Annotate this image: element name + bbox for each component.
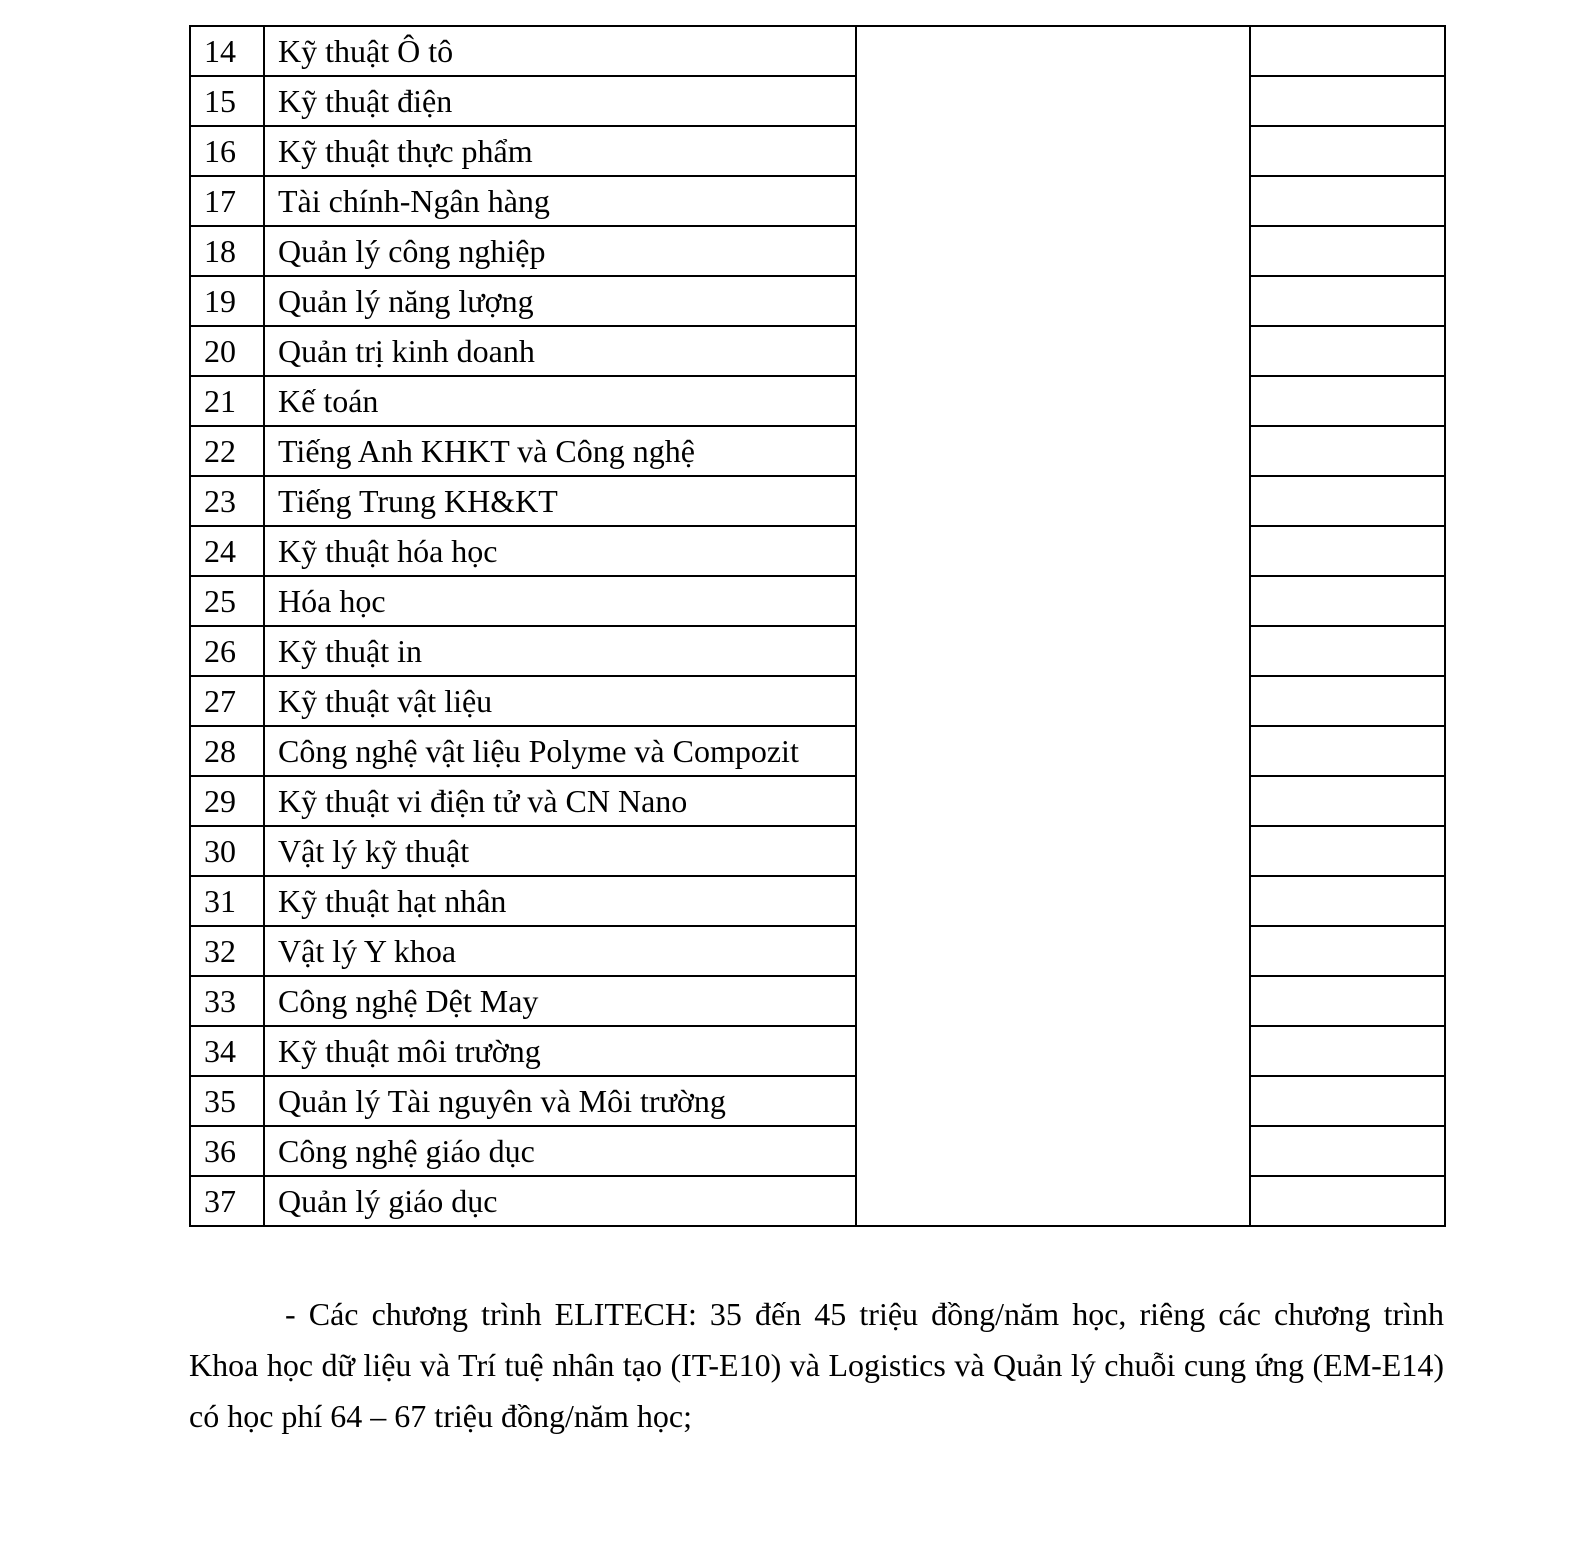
row-empty-cell [1250, 926, 1445, 976]
row-number: 27 [190, 676, 264, 726]
program-name: Quản lý giáo dục [264, 1176, 856, 1226]
row-number: 30 [190, 826, 264, 876]
row-number: 15 [190, 76, 264, 126]
table-row [190, 1126, 1445, 1176]
program-name: Công nghệ vật liệu Polyme và Compozit [264, 726, 856, 776]
program-name: Vật lý kỹ thuật [264, 826, 856, 876]
program-name: Hóa học [264, 576, 856, 626]
row-empty-cell [1250, 326, 1445, 376]
table-row [190, 276, 1445, 326]
row-number: 20 [190, 326, 264, 376]
row-empty-cell [1250, 476, 1445, 526]
row-number: 17 [190, 176, 264, 226]
table-row [190, 626, 1445, 676]
row-number: 34 [190, 1026, 264, 1076]
program-name: Công nghệ giáo dục [264, 1126, 856, 1176]
program-name: Tiếng Trung KH&KT [264, 476, 856, 526]
program-name: Quản lý năng lượng [264, 276, 856, 326]
program-table-body [190, 26, 1445, 1226]
tuition-note-paragraph: - Các chương trình ELITECH: 35 đến 45 triệu đồng/năm học, riêng các chương trình Khoa học dữ liệu và Trí tuệ nhân tạo (IT-E10) và Logistics và Quản lý chuỗi cung ứng (EM-E14) có học phí 64 – 67 triệu đồng/năm học; [189, 1296, 1444, 1434]
row-number: 31 [190, 876, 264, 926]
program-name: Kỹ thuật môi trường [264, 1026, 856, 1076]
row-empty-cell [1250, 176, 1445, 226]
program-name: Quản lý công nghiệp [264, 226, 856, 276]
row-number: 21 [190, 376, 264, 426]
row-empty-cell [1250, 276, 1445, 326]
program-name: Quản lý Tài nguyên và Môi trường [264, 1076, 856, 1126]
table-row [190, 26, 1445, 76]
row-empty-cell [1250, 226, 1445, 276]
row-number: 29 [190, 776, 264, 826]
table-row [190, 726, 1445, 776]
table-row [190, 976, 1445, 1026]
table-row [190, 426, 1445, 476]
row-empty-cell [1250, 1126, 1445, 1176]
table-row [190, 76, 1445, 126]
table-row [190, 126, 1445, 176]
table-row [190, 926, 1445, 976]
table-row [190, 1176, 1445, 1226]
row-empty-cell [1250, 726, 1445, 776]
row-empty-cell [1250, 976, 1445, 1026]
program-name: Kỹ thuật hạt nhân [264, 876, 856, 926]
row-number: 25 [190, 576, 264, 626]
row-number: 18 [190, 226, 264, 276]
row-empty-cell [1250, 1076, 1445, 1126]
table-row [190, 776, 1445, 826]
row-number: 35 [190, 1076, 264, 1126]
program-table [189, 25, 1446, 1227]
table-row [190, 676, 1445, 726]
row-number: 37 [190, 1176, 264, 1226]
row-number: 16 [190, 126, 264, 176]
program-name: Kỹ thuật in [264, 626, 856, 676]
program-name: Kỹ thuật vi điện tử và CN Nano [264, 776, 856, 826]
row-number: 19 [190, 276, 264, 326]
row-empty-cell [1250, 126, 1445, 176]
program-name: Tài chính-Ngân hàng [264, 176, 856, 226]
row-empty-cell [1250, 826, 1445, 876]
table-row [190, 576, 1445, 626]
row-empty-cell [1250, 76, 1445, 126]
program-name: Kỹ thuật hóa học [264, 526, 856, 576]
program-name: Kỹ thuật điện [264, 76, 856, 126]
table-row [190, 826, 1445, 876]
row-empty-cell [1250, 576, 1445, 626]
program-name: Kế toán [264, 376, 856, 426]
table-row [190, 476, 1445, 526]
row-number: 28 [190, 726, 264, 776]
program-name: Vật lý Y khoa [264, 926, 856, 976]
row-empty-cell [1250, 1176, 1445, 1226]
row-empty-cell [1250, 876, 1445, 926]
program-name: Quản trị kinh doanh [264, 326, 856, 376]
row-number: 24 [190, 526, 264, 576]
row-empty-cell [1250, 376, 1445, 426]
program-name: Kỹ thuật Ô tô [264, 26, 856, 76]
row-empty-cell [1250, 526, 1445, 576]
row-number: 14 [190, 26, 264, 76]
row-empty-cell [1250, 626, 1445, 676]
row-empty-cell [1250, 426, 1445, 476]
table-row [190, 876, 1445, 926]
table-row [190, 326, 1445, 376]
row-empty-cell [1250, 676, 1445, 726]
row-number: 36 [190, 1126, 264, 1176]
row-number: 33 [190, 976, 264, 1026]
table-row [190, 526, 1445, 576]
row-number: 22 [190, 426, 264, 476]
table-row [190, 176, 1445, 226]
row-number: 23 [190, 476, 264, 526]
row-number: 32 [190, 926, 264, 976]
merged-fee-cell [856, 26, 1250, 1226]
program-name: Kỹ thuật thực phẩm [264, 126, 856, 176]
row-empty-cell [1250, 1026, 1445, 1076]
program-name: Kỹ thuật vật liệu [264, 676, 856, 726]
table-row [190, 226, 1445, 276]
row-empty-cell [1250, 776, 1445, 826]
program-name: Công nghệ Dệt May [264, 976, 856, 1026]
table-row [190, 1076, 1445, 1126]
program-name: Tiếng Anh KHKT và Công nghệ [264, 426, 856, 476]
table-row [190, 376, 1445, 426]
row-number: 26 [190, 626, 264, 676]
row-empty-cell [1250, 26, 1445, 76]
table-row [190, 1026, 1445, 1076]
